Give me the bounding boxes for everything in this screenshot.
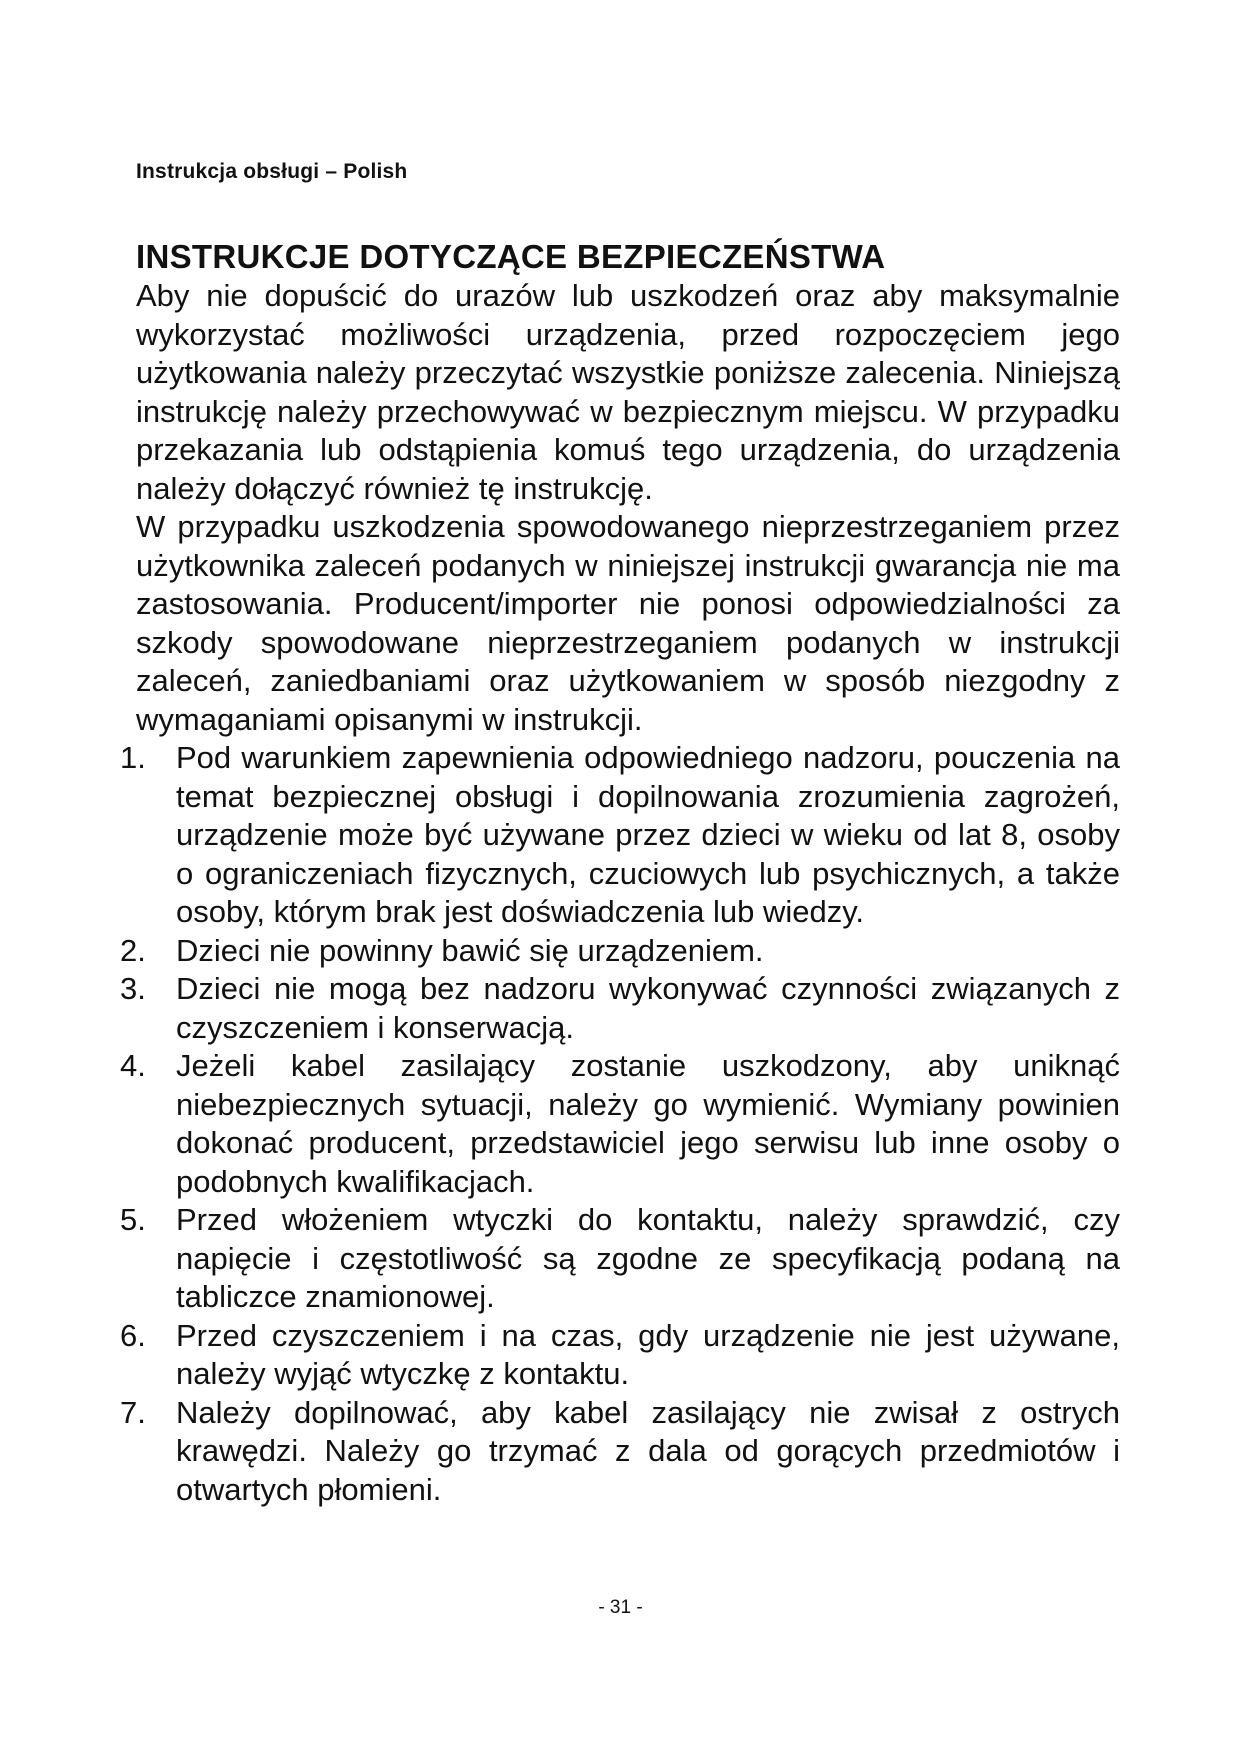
list-item [120, 1047, 1120, 1201]
list-item-number: 2. [120, 932, 146, 968]
running-header: Instrukcja obsługi – Polish [136, 160, 408, 183]
list-item-text: Dzieci nie mogą bez nadzoru wykonywać czynności związanych z czyszczeniem i konserwacją. [176, 971, 1120, 1045]
list-item-text: Przed czyszczeniem i na czas, gdy urządzenie nie jest używane, należy wyjąć wtyczkę z kontaktu. [176, 1317, 1120, 1391]
section-title: INSTRUKCJE DOTYCZĄCE BEZPIECZEŃSTWA [136, 238, 886, 275]
list-item-text: Pod warunkiem zapewnienia odpowiedniego nadzoru, pouczenia na temat bezpiecznej obsługi i dopilnowania zrozumienia zagrożeń, urządzenie może być używane przez dzieci w wieku od lat 8, osoby o ograniczeniach fizycznych, czuciowych lub psychicznych, a także osoby, którym brak jest doświadczenia lub wiedzy. [176, 740, 1120, 929]
list-item [120, 1201, 1120, 1317]
list-item-number: 1. [120, 740, 146, 775]
warranty-paragraph: W przypadku uszkodzenia spowodowanego nieprzestrzeganiem przez użytkownika zaleceń podanych w niniejszej instrukcji gwarancja nie ma zastosowania. Producent/importer nie ponosi odpowiedzialności za szkody spowodowane nieprzestrzeganiem podanych w instrukcji zaleceń, zaniedbaniami oraz użytkowaniem w sposób niezgodny z wymaganiami opisanymi w instrukcji. [136, 509, 1120, 737]
list-item-text: Przed włożeniem wtyczki do kontaktu, należy sprawdzić, czy napięcie i częstotliwość są zgodne ze specyfikacją podaną na tabliczce znamionowej. [176, 1202, 1120, 1314]
list-item-number: 7. [120, 1394, 146, 1430]
list-item-number: 4. [120, 1048, 146, 1083]
list-item [120, 1317, 1120, 1394]
list-item-number: 3. [120, 971, 146, 1006]
page-number: - 31 - [598, 1597, 643, 1618]
list-item [120, 739, 1120, 932]
list-item [120, 932, 1120, 971]
list-item [120, 1394, 1120, 1510]
list-item-text: Należy dopilnować, aby kabel zasilający nie zwisał z ostrych krawędzi. Należy go trzymać z dala od gorących przedmiotów i otwartych płomieni. [176, 1394, 1120, 1507]
list-item-number: 6. [120, 1317, 146, 1353]
list-item-number: 5. [120, 1202, 146, 1237]
list-item-text: Jeżeli kabel zasilający zostanie uszkodzony, aby uniknąć niebezpiecznych sytuacji, należy go wymienić. Wymiany powinien dokonać producent, przedstawiciel jego serwisu lub inne osoby o podobnych kwalifikacjach. [176, 1048, 1120, 1199]
safety-section [120, 237, 1120, 1509]
list-item [120, 970, 1120, 1047]
list-item-text: Dzieci nie powinny bawić się urządzeniem. [176, 932, 764, 968]
intro-paragraph: Aby nie dopuścić do urazów lub uszkodzeń oraz aby maksymalnie wykorzystać możliwości urządzenia, przed rozpoczęciem jego użytkowania należy przeczytać wszystkie poniższe zalecenia. Niniejszą instrukcję należy przechowywać w bezpiecznym miejscu. W przypadku przekazania lub odstąpienia komuś tego urządzenia, do urządzenia należy dołączyć również tę instrukcję. [136, 278, 1120, 506]
safety-list [120, 739, 1120, 1509]
